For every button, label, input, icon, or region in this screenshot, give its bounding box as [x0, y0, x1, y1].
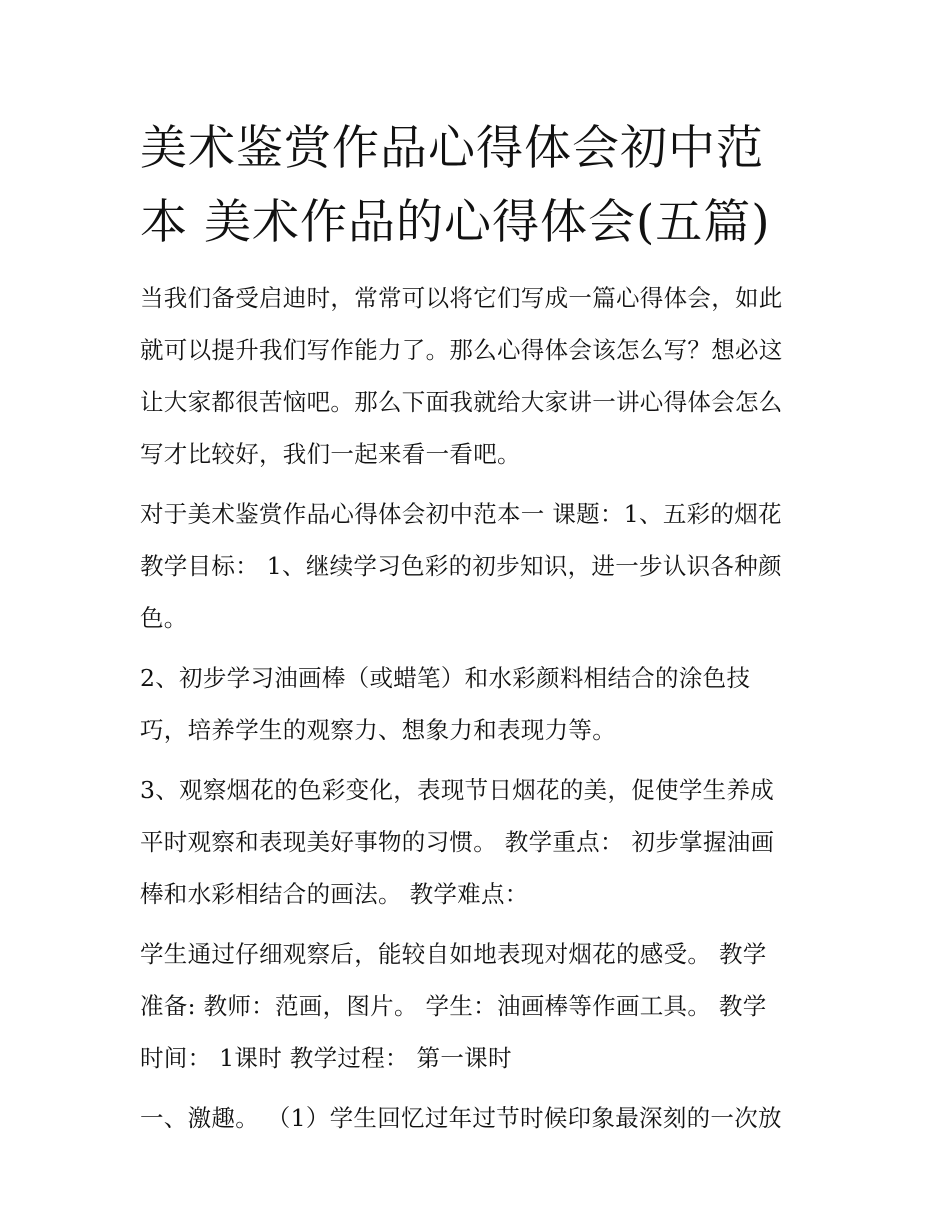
document-content: [140, 112, 820, 1144]
intro-paragraph: [140, 272, 820, 480]
text-line: 让大家都很苦恼吧。那么下面我就给大家讲一讲心得体会怎么: [140, 388, 783, 416]
text-line: 学生通过仔细观察后，能较自如地表现对烟花的感受。 教学: [140, 940, 767, 968]
process-paragraph: [140, 1092, 820, 1144]
lesson-topic-paragraph: [140, 488, 820, 644]
text-line: 就可以提升我们写作能力了。那么心得体会该怎么写？想必这: [140, 336, 783, 364]
text-line: 色。: [140, 604, 188, 632]
objective-two-paragraph: [140, 652, 820, 756]
text-line: 巧，培养学生的观察力、想象力和表现力等。: [140, 716, 616, 744]
text-line: 一、激趣。 （1）学生回忆过年过节时候印象最深刻的一次放: [140, 1104, 782, 1132]
text-line: 写才比较好，我们一起来看一看吧。: [140, 440, 521, 468]
text-line: 当我们备受启迪时，常常可以将它们写成一篇心得体会，如此: [140, 284, 783, 312]
text-line: 准备: 教师：范画，图片。 学生：油画棒等作画工具。 教学: [140, 992, 767, 1020]
title-line: 本 美术作品的心得体会(五篇): [140, 195, 771, 250]
document-title: [140, 112, 820, 260]
text-line: 棒和水彩相结合的画法。 教学难点：: [140, 880, 529, 908]
objective-three-paragraph: [140, 764, 820, 920]
text-line: 2、初步学习油画棒（或蜡笔）和水彩颜料相结合的涂色技: [140, 664, 751, 692]
preparation-paragraph: [140, 928, 820, 1084]
text-line: 对于美术鉴赏作品心得体会初中范本一 课题：1、五彩的烟花: [140, 500, 782, 528]
text-line: 平时观察和表现美好事物的习惯。 教学重点： 初步掌握油画: [140, 828, 775, 856]
text-line: 3、观察烟花的色彩变化，表现节日烟花的美，促使学生养成: [140, 776, 775, 804]
text-line: 教学目标： 1、继续学习色彩的初步知识，进一步认识各种颜: [140, 552, 782, 580]
title-line: 美术鉴赏作品心得体会初中范: [140, 121, 764, 176]
text-line: 时间： 1课时 教学过程： 第一课时: [140, 1044, 512, 1072]
